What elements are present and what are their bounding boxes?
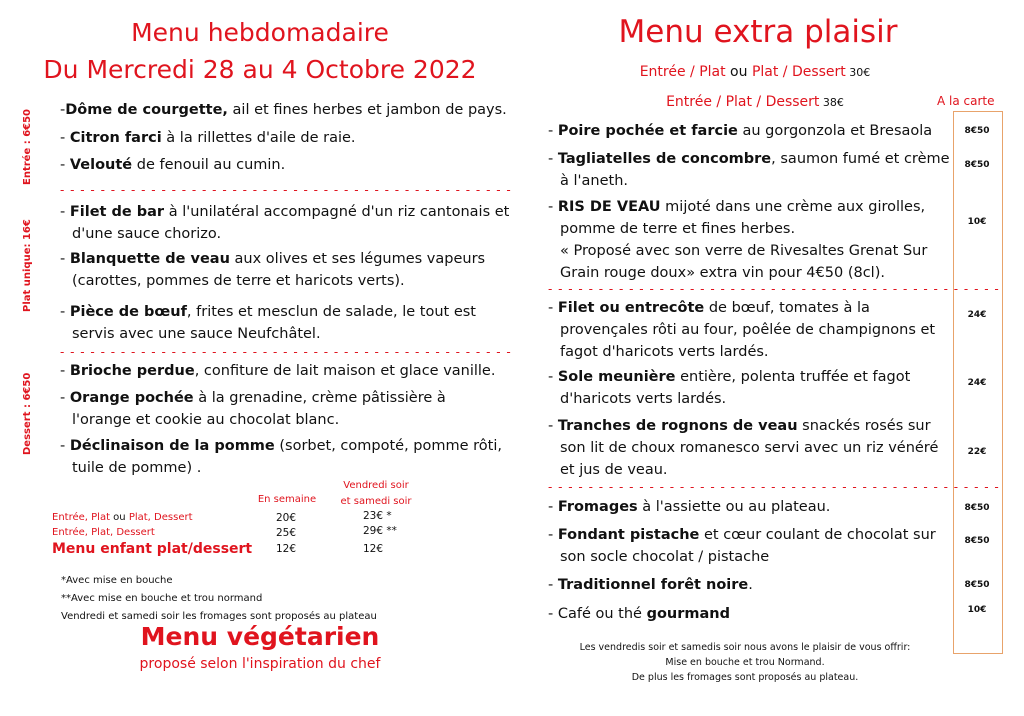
weekly-menu-title: Menu hebdomadaire: [131, 18, 389, 47]
side-label-entree: Entrée : 6€50: [22, 108, 33, 185]
dessert-item: - Brioche perdue, confiture de lait maison et glace vanille.: [60, 363, 496, 379]
carte-price: 24€: [967, 378, 987, 388]
separator: - - - - - - - - - - - - - - - - - - - - - - - - - - - - - - - - - - - - - - - - - - - - -: [60, 183, 512, 197]
carte-item: - Traditionnel forêt noire.: [548, 577, 753, 593]
carte-item: - Fondant pistache et cœur coulant de chocolat sur son socle chocolat / pistache: [548, 527, 936, 565]
carte-item: - RIS DE VEAU mijoté dans une crème aux girolles, pomme de terre et fines herbes. « Proposé avec son verre de Rivesaltes Grenat Sur Grain rouge doux» extra vin pour 4€50 (8cl).: [548, 199, 928, 281]
vegetarian-title: Menu végétarien: [140, 622, 380, 651]
separator: - - - - - - - - - - - - - - - - - - - - - - - - - - - - - - - - - - - - - - - - - - - - -: [60, 345, 512, 359]
footnotes: *Avec mise en bouche **Avec mise en bouche et trou normand Vendredi et samedi soir les fromages sont proposés au plateau: [61, 575, 377, 622]
price-header-weekend: Vendredi soir et samedi soir: [340, 480, 412, 507]
carte-price: 24€: [967, 310, 987, 320]
carte-item: - Sole meunière entière, polenta truffée et fagot d'haricots verts lardés.: [548, 369, 911, 407]
extra-menu-title: Menu extra plaisir: [618, 14, 898, 50]
weekly-menu-dates: Du Mercredi 28 au 4 Octobre 2022: [43, 55, 477, 84]
extra-menu-footer: Les vendredis soir et samedis soir nous avons le plaisir de vous offrir: Mise en bouche et trou Normand. De plus les fromages sont proposés au plateau.: [579, 642, 911, 683]
dessert-item: - Déclinaison de la pomme (sorbet, compoté, pomme rôti, tuile de pomme) .: [60, 438, 502, 476]
side-label-plat: Plat unique: 16€: [22, 219, 33, 312]
carte-item: - Fromages à l'assiette ou au plateau.: [548, 499, 831, 515]
plat-item: - Filet de bar à l'unilatéral accompagné d'un riz cantonais et d'une sauce chorizo.: [60, 204, 510, 242]
carte-price: 8€50: [964, 536, 990, 546]
carte-price: 8€50: [964, 580, 990, 590]
carte-item: - Tranches de rognons de veau snackés rosés sur son lit de choux romanesco servi avec un riz vénéré et jus de veau.: [548, 418, 939, 478]
entree-item: - Velouté de fenouil au cumin.: [60, 157, 286, 173]
carte-item: - Poire pochée et farcie au gorgonzola et Bresaola: [548, 123, 933, 139]
formula-line-2: Entrée / Plat / Dessert 38€: [666, 94, 844, 110]
a-la-carte-label: A la carte: [937, 94, 995, 108]
price-value: 12€: [363, 543, 384, 555]
carte-price: 10€: [967, 217, 987, 227]
carte-item: - Tagliatelles de concombre, saumon fumé et crème à l'aneth.: [548, 151, 950, 189]
price-value: 25€: [276, 527, 297, 539]
kids-menu-label: Menu enfant plat/dessert: [52, 541, 253, 557]
price-row-label: Entrée, Plat ou Plat, Dessert: [52, 512, 193, 523]
separator: - - - - - - - - - - - - - - - - - - - - - - - - - - - - - - - - - - - - - - - - - - - - -: [548, 480, 1000, 494]
carte-price: 10€: [967, 605, 987, 615]
price-row-label: Entrée, Plat, Dessert: [52, 527, 155, 538]
vegetarian-subtitle: proposé selon l'inspiration du chef: [139, 656, 381, 672]
side-label-dessert: Dessert : 6€50: [22, 372, 33, 455]
entree-item: -Dôme de courgette, ail et fines herbes et jambon de pays.: [60, 102, 507, 118]
price-value: 12€: [276, 543, 297, 555]
carte-price: 8€50: [964, 126, 990, 136]
carte-item: - Café ou thé gourmand: [548, 606, 730, 622]
price-value: 29€ **: [363, 525, 397, 537]
entree-item: - Citron farci à la rillettes d'aile de raie.: [60, 130, 356, 146]
separator: - - - - - - - - - - - - - - - - - - - - - - - - - - - - - - - - - - - - - - - - - - - - -: [548, 282, 1000, 296]
dessert-item: - Orange pochée à la grenadine, crème pâtissière à l'orange et cookie au chocolat blanc.: [60, 390, 446, 428]
carte-price: 8€50: [964, 503, 990, 513]
price-header-week: En semaine: [257, 494, 317, 505]
plat-item: - Pièce de bœuf, frites et mesclun de salade, le tout est servis avec une sauce Neufchâtel.: [60, 304, 476, 342]
price-value: 20€: [276, 512, 297, 524]
formula-line-1: Entrée / Plat ou Plat / Dessert 30€: [639, 64, 871, 80]
carte-price: 22€: [967, 447, 987, 457]
plat-item: - Blanquette de veau aux olives et ses légumes vapeurs (carottes, pommes de terre et haricots verts).: [60, 251, 486, 289]
price-value: 23€ *: [363, 510, 392, 522]
carte-price: 8€50: [964, 160, 990, 170]
carte-item: - Filet ou entrecôte de bœuf, tomates à la provençales rôti au four, poêlée de champignons et fagot d'haricots verts lardés.: [548, 300, 936, 360]
